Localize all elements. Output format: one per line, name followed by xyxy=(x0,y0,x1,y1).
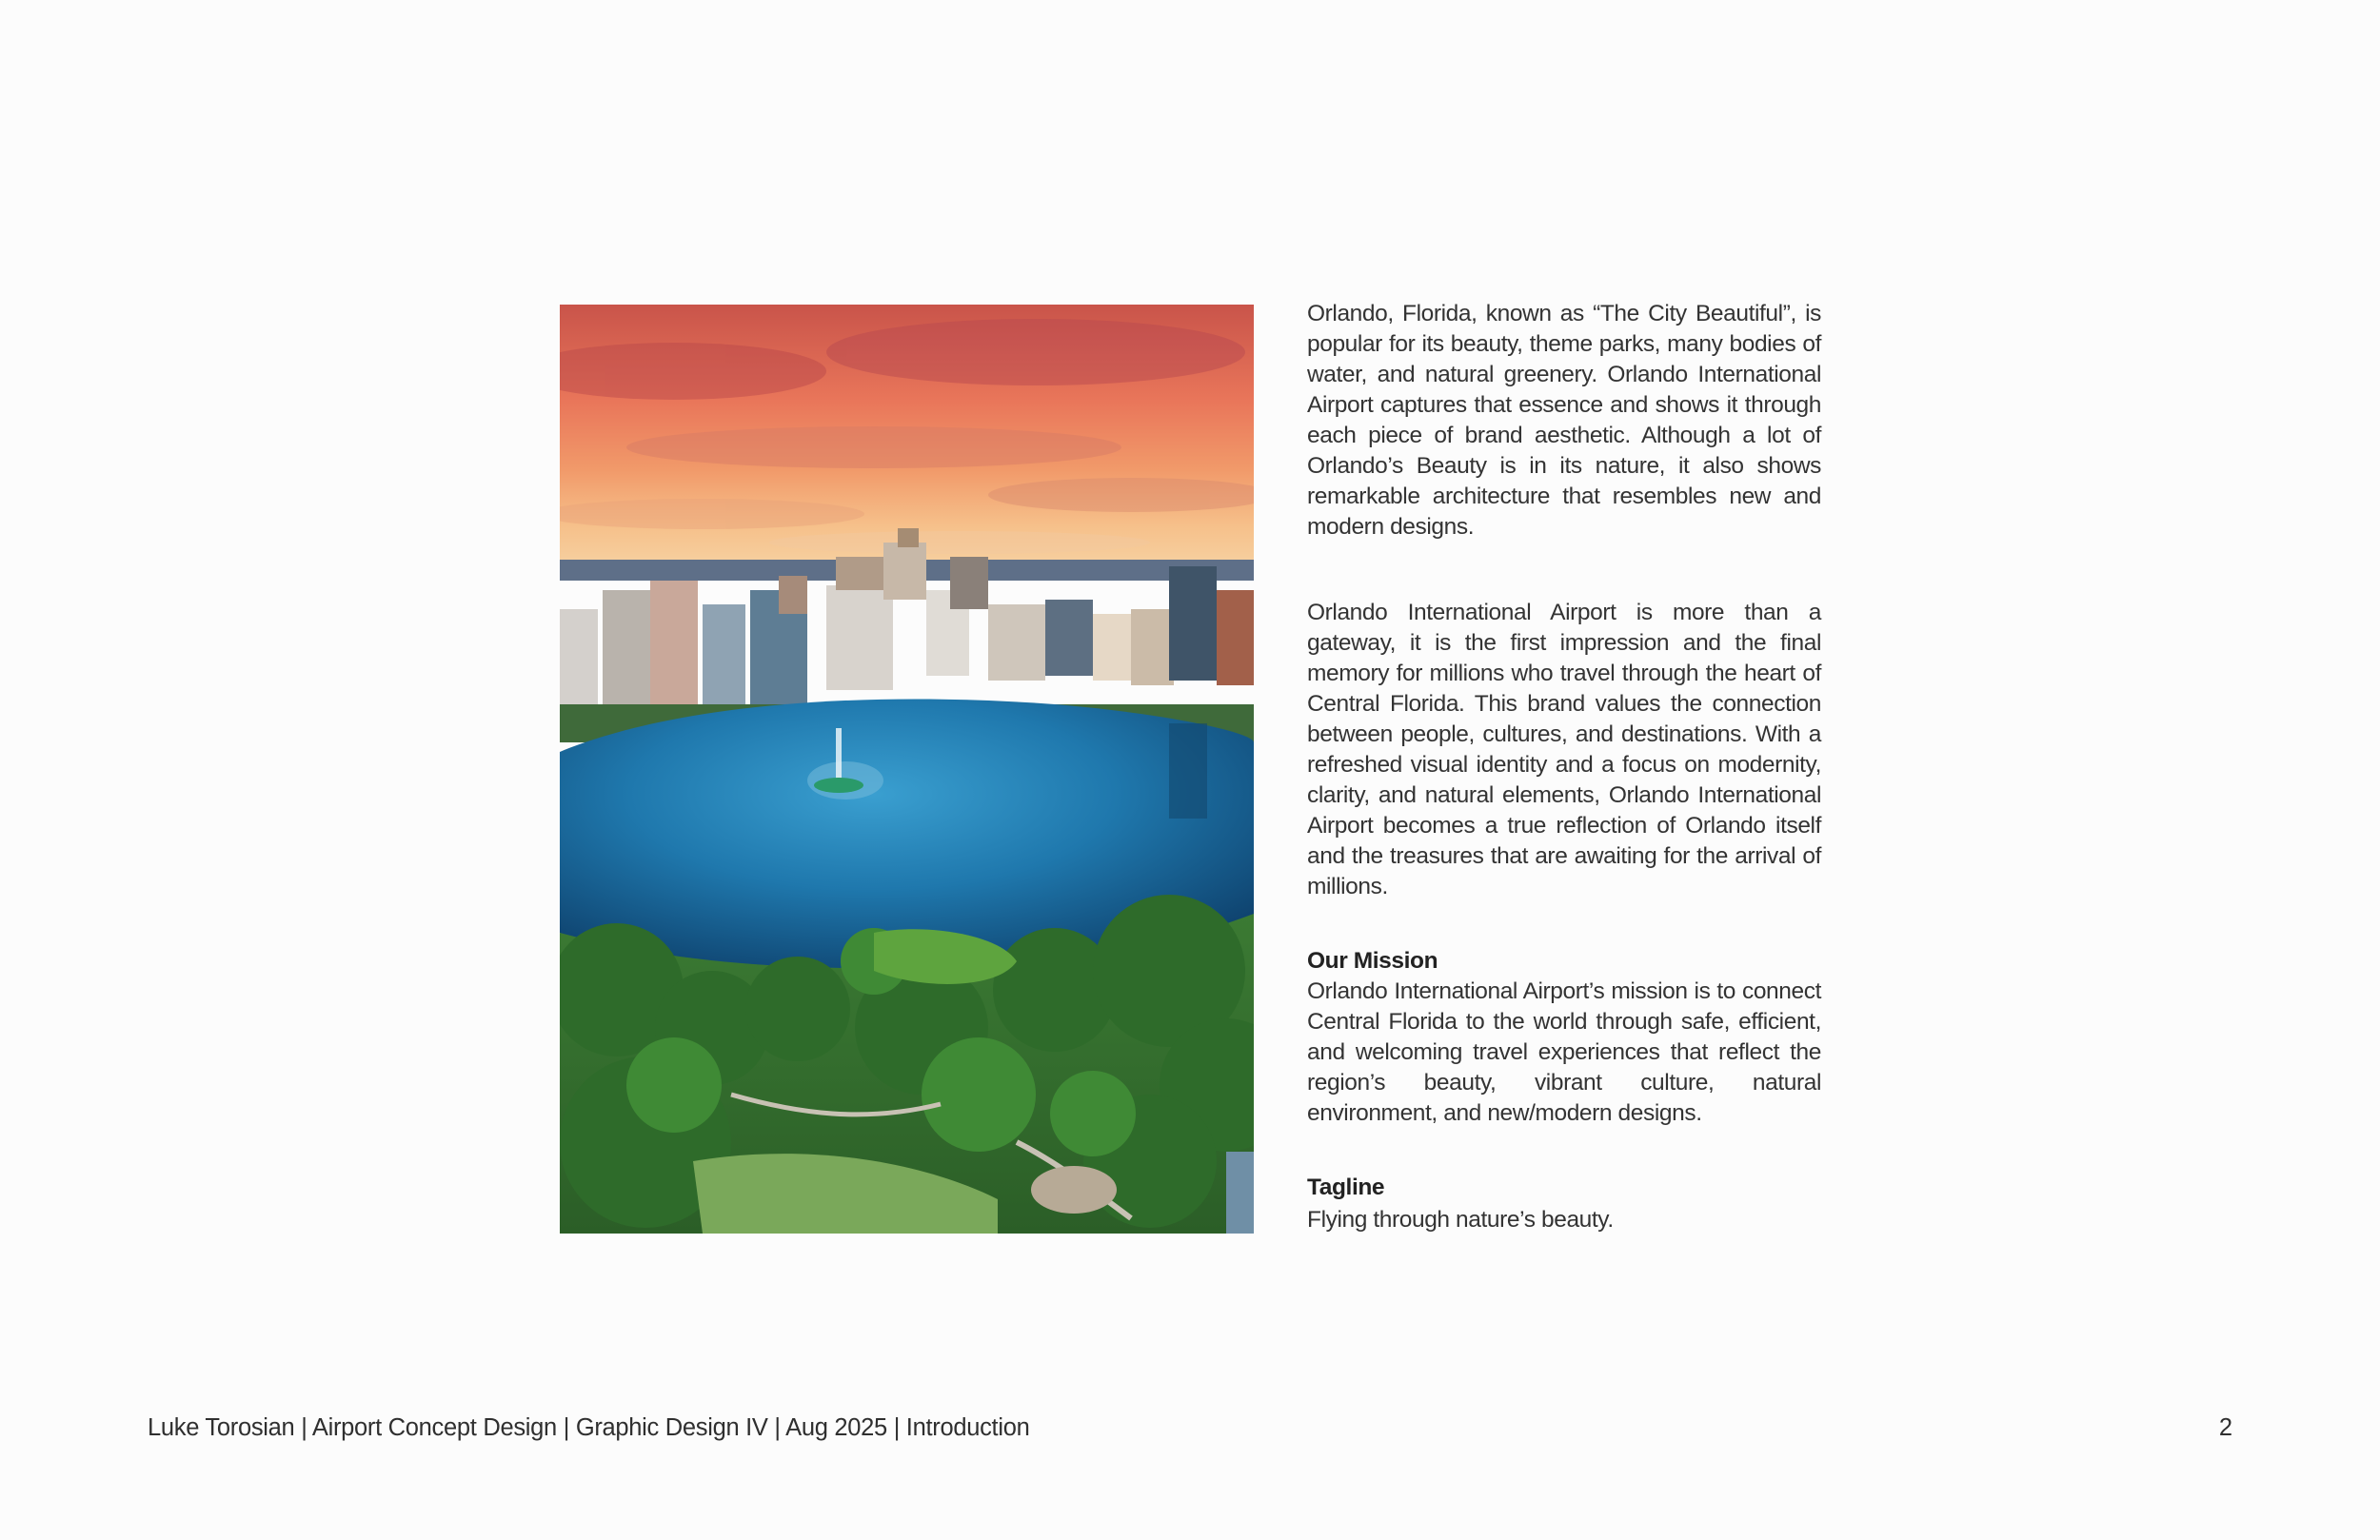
photo-illustration xyxy=(560,305,1254,1234)
mission-text: Orlando International Airport’s mission is to connect Central Florida to the world through safe, efficient, and welcoming travel experiences that reflect the region’s beauty, vibrant culture, natural environment, and new/modern designs. xyxy=(1307,978,1821,1126)
text-column xyxy=(1307,299,1821,1235)
tagline-section xyxy=(1307,1173,1821,1235)
tagline-text: Flying through nature’s beauty. xyxy=(1307,1207,1614,1233)
page-number: 2 xyxy=(2218,1414,2232,1441)
orlando-aerial-photo xyxy=(560,305,1254,1234)
mission-section xyxy=(1307,946,1821,1129)
footer-credits: Luke Torosian | Airport Concept Design | Graphic Design IV | Aug 2025 | Introduction xyxy=(148,1414,1030,1441)
intro-paragraph-2: Orlando International Airport is more than a gateway, it is the first impression and the final memory for millions who travel through the heart of Central Florida. This brand values the connection between people, cultures, and destinations. With a refreshed visual identity and a focus on modernity, clarity, and natural elements, Orlando International Airport becomes a true reflection of Orlando itself and the treasures that are awaiting for the arrival of millions. xyxy=(1307,600,1821,899)
tagline-heading: Tagline xyxy=(1307,1175,1385,1200)
intro-paragraph-1: Orlando, Florida, known as “The City Beautiful”, is popular for its beauty, theme parks, many bodies of water, and natural greenery. Orlando International Airport captures that essence and shows it through each piece of brand aesthetic. Although a lot of Orlando’s Beauty is in its nature, it also shows remarkable architecture that resembles new and modern designs. xyxy=(1307,301,1821,540)
mission-heading: Our Mission xyxy=(1307,948,1438,974)
